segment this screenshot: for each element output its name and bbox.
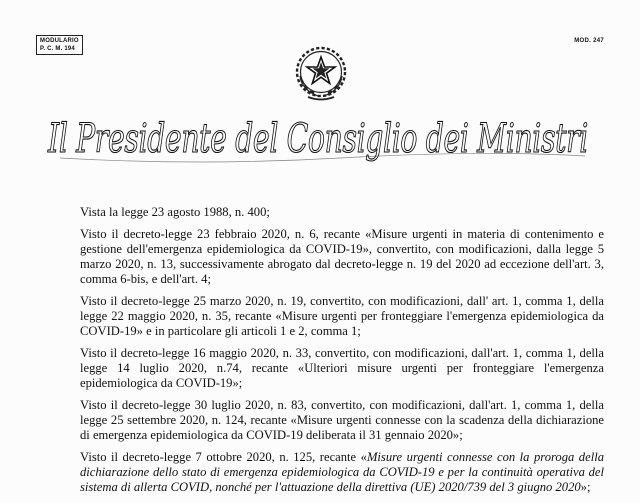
paragraph-prefix: Visto il decreto-legge 7 ottobre 2020, n. 125, recante « xyxy=(80,450,367,464)
paragraph-dl-19-2020: Visto il decreto-legge 25 marzo 2020, n. 19, convertito, con modificazioni, dall' art. 1, comma 1, della legge 22 maggio 2020, n. 35, recante «Misure urgenti per fronteggiare l'emergenza epidemiologica da COVID-19» e in particolare gli articoli 1 e 2, comma 1; xyxy=(80,294,604,338)
modulario-label: MODULARIO xyxy=(40,38,79,44)
paragraph-italic-title: Misure urgenti connesse con la proroga della dichiarazione dello stato di emergenza epidemiologica da COVID-19 e per la continuità operativa del sistema di allerta COVID, nonché per l'attuazione della direttiva (UE) 2020/739 del 3 giugno 2020 xyxy=(80,450,604,494)
page-title-text: Il Presidente del Consiglio dei Ministri xyxy=(47,116,589,162)
italian-emblem-icon xyxy=(290,40,352,102)
decree-body xyxy=(80,205,604,502)
modulario-box xyxy=(36,35,83,55)
paragraph-suffix: »; xyxy=(580,480,591,494)
paragraph-dl-33-2020: Visto il decreto-legge 16 maggio 2020, n. 33, convertito, con modificazioni, dall'art. 1, comma 1, della legge 14 luglio 2020, n.74, recante «Ulteriori misure urgenti per fronteggiare l'emergenza epidemiologica da COVID-19»; xyxy=(80,346,604,390)
form-number: MOD. 247 xyxy=(574,38,604,44)
page-title xyxy=(40,100,600,180)
paragraph-dl-83-2020: Visto il decreto-legge 30 luglio 2020, n. 83, convertito, con modificazioni, dall'art. 1, comma 1, della legge 25 settembre 2020, n. 124, recante «Misure urgenti connesse con la scadenza della dichiarazione di emergenza epidemiologica da COVID-19 deliberata il 31 gennaio 2020»; xyxy=(80,398,604,442)
paragraph-dl-6-2020: Visto il decreto-legge 23 febbraio 2020, n. 6, recante «Misure urgenti in materia di contenimento e gestione dell'emergenza epidemiologica da COVID-19», convertito, con modificazioni, dalla legge 5 marzo 2020, n. 13, successivamente abrogato dal decreto-legge n. 19 del 2020 ad eccezione dell'art. 3, comma 6-bis, e dell'art. 4; xyxy=(80,227,604,286)
paragraph-dl-125-2020 xyxy=(80,450,604,495)
modulario-code: P. C. M. 194 xyxy=(40,46,75,52)
paragraph-legge-400: Vista la legge 23 agosto 1988, n. 400; xyxy=(80,205,270,219)
